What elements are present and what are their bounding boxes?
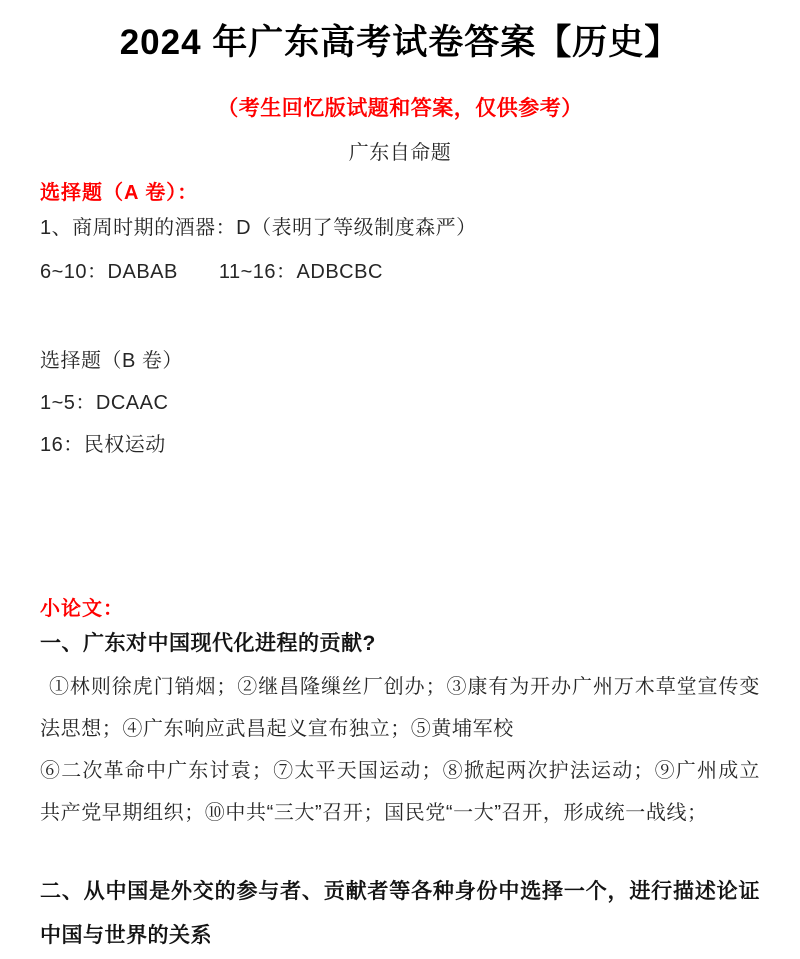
essay-question1-title: 一、广东对中国现代化进程的贡献? (40, 631, 376, 655)
section-b-heading: 选择题（B 卷） (40, 349, 183, 372)
essay-question1-points-part1: ①林则徐虎门销烟；②继昌隆缫丝厂创办；③康有为开办广州万木草堂宣传变法思想；④广东响应武昌起义宣布独立；⑤黄埔军校 (40, 675, 760, 740)
section-a-heading: 选择题（A 卷）： (40, 181, 199, 204)
section-b-answers-1-5: 1~5：DCAAC (40, 391, 169, 414)
page-title: 2024 年广东高考试卷答案【历史】 (119, 23, 681, 62)
section-a-question1-answer: 1、商周时期的酒器：D（表明了等级制度森严） (40, 216, 477, 239)
subtitle-note: （考生回忆版试题和答案，仅供参考） (217, 96, 583, 120)
essay-question1-points-part2: ⑥二次革命中广东讨袁；⑦太平天国运动；⑧掀起两次护法运动；⑨广州成立共产党早期组织；⑩中共“三大”召开；国民党“一大”召开，形成统一战线； (40, 759, 760, 824)
essay-question2-title: 二、从中国是外交的参与者、贡献者等各种身份中选择一个，进行描述论证中国与世界的关系 (40, 879, 760, 947)
essay-section-heading: 小论文： (40, 597, 124, 620)
source-line: 广东自命题 (348, 141, 452, 164)
section-a-answers-6-16: 6~10：DABAB 11~16：ADBCBC (40, 260, 383, 283)
section-b (40, 340, 760, 466)
section-b-answer-16: 16：民权运动 (40, 433, 166, 456)
